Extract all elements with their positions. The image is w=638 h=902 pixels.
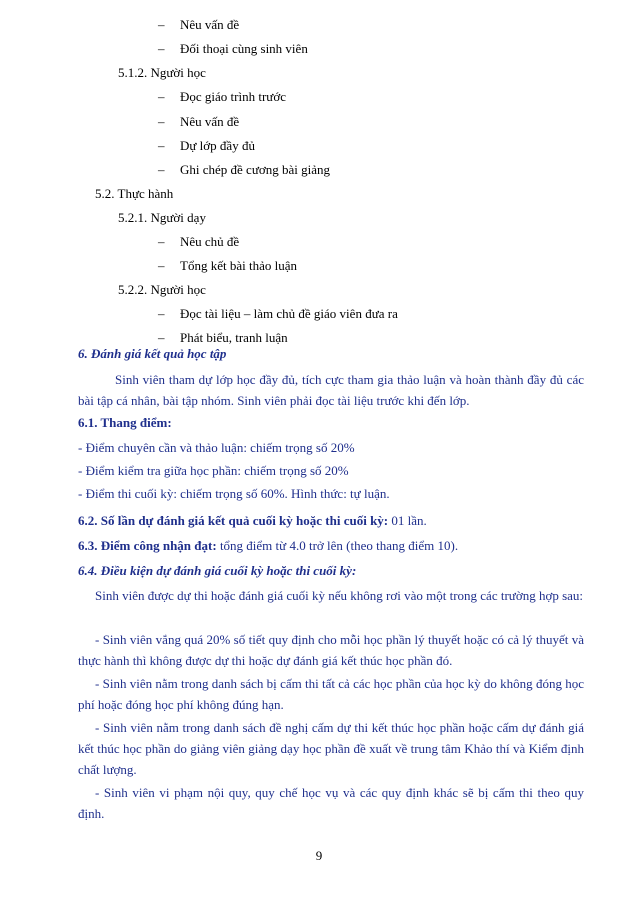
- bullet-dash: –: [158, 330, 165, 345]
- list-item: Tổng kết bài thảo luận: [180, 258, 297, 273]
- bullet-dash: –: [158, 41, 165, 56]
- section-6-3-label: 6.3. Điểm công nhận đạt:: [78, 538, 217, 553]
- bullet-dash: –: [158, 114, 165, 129]
- list-item: Dự lớp đầy đủ: [180, 138, 255, 153]
- list-item: Phát biểu, tranh luận: [180, 330, 288, 345]
- section-heading-6-4: 6.4. Điều kiện dự đánh giá cuối kỳ hoặc thi cuối kỳ:: [78, 563, 357, 578]
- subheading-5-2: 5.2. Thực hành: [95, 186, 174, 201]
- list-item: Nêu vấn đề: [180, 114, 240, 129]
- subheading-5-2-1: 5.2.1. Người dạy: [118, 210, 206, 225]
- grade-item: - Điểm kiểm tra giữa học phần: chiếm trọng số 20%: [78, 463, 349, 478]
- section-6-2-value: 01 lần.: [388, 513, 427, 528]
- bullet-dash: –: [158, 17, 165, 32]
- page-number: 9: [315, 848, 323, 863]
- bullet-dash: –: [158, 258, 165, 273]
- section-heading-6: 6. Đánh giá kết quả học tập: [78, 346, 227, 361]
- subheading-5-2-2: 5.2.2. Người học: [118, 282, 206, 297]
- section-6-3-value: tổng điểm từ 4.0 trở lên (theo thang điểm 10).: [216, 538, 459, 553]
- section-6-2: [78, 513, 427, 529]
- list-item: Nêu chủ đề: [180, 234, 240, 249]
- bullet-dash: –: [158, 162, 165, 177]
- grade-item: - Điểm chuyên cần và thảo luận: chiếm trọng số 20%: [78, 440, 355, 455]
- list-item: Đối thoại cùng sinh viên: [180, 41, 308, 56]
- section-6-paragraph: Sinh viên tham dự lớp học đầy đủ, tích cực tham gia thảo luận và hoàn thành đầy đủ các bài tập cá nhân, bài tập nhóm. Sinh viên phải đọc tài liệu trước khi đến lớp.: [78, 372, 584, 408]
- bullet-dash: –: [158, 89, 165, 104]
- list-item: Đọc tài liệu – làm chủ đề giáo viên đưa ra: [180, 306, 398, 321]
- list-item: Nêu vấn đề: [180, 17, 240, 32]
- grade-item: - Điểm thi cuối kỳ: chiếm trọng số 60%. Hình thức: tự luận.: [78, 486, 390, 501]
- section-6-4-paragraph: - Sinh viên vắng quá 20% số tiết quy định cho mỗi học phần lý thuyết hoặc có cả lý thuyết và thực hành thì không được dự thi hoặc dự đánh giá kết thúc học phần đó.: [78, 632, 584, 668]
- bullet-dash: –: [158, 234, 165, 249]
- list-item: Ghi chép đề cương bài giảng: [180, 162, 331, 177]
- bullet-dash: –: [158, 306, 165, 321]
- section-6-3: [78, 538, 458, 554]
- section-6-4-paragraph: - Sinh viên nằm trong danh sách bị cấm thi tất cả các học phần của học kỳ do không đóng học phí hoặc đóng học phí không đúng hạn.: [78, 676, 584, 712]
- section-6-4-paragraph: Sinh viên được dự thi hoặc đánh giá cuối kỳ nếu không rơi vào một trong các trường hợp sau:: [95, 588, 584, 603]
- list-item: Đọc giáo trình trước: [180, 89, 286, 104]
- bullet-dash: –: [158, 138, 165, 153]
- section-6-2-label: 6.2. Số lần dự đánh giá kết quả cuối kỳ hoặc thi cuối kỳ:: [78, 513, 389, 528]
- subheading-5-1-2: 5.1.2. Người học: [118, 65, 206, 80]
- section-6-4-paragraph: - Sinh viên vi phạm nội quy, quy chế học vụ và các quy định khác sẽ bị cấm thi theo quy định.: [78, 785, 584, 821]
- section-6-4-paragraph: - Sinh viên nằm trong danh sách đề nghị cấm dự thi kết thúc học phần hoặc cấm dự đánh giá kết thúc học phần do giảng viên giảng dạy học phần đề xuất về trung tâm Khảo thí và Kiểm định chất lượng.: [78, 720, 584, 777]
- section-heading-6-1: 6.1. Thang điểm:: [78, 415, 172, 430]
